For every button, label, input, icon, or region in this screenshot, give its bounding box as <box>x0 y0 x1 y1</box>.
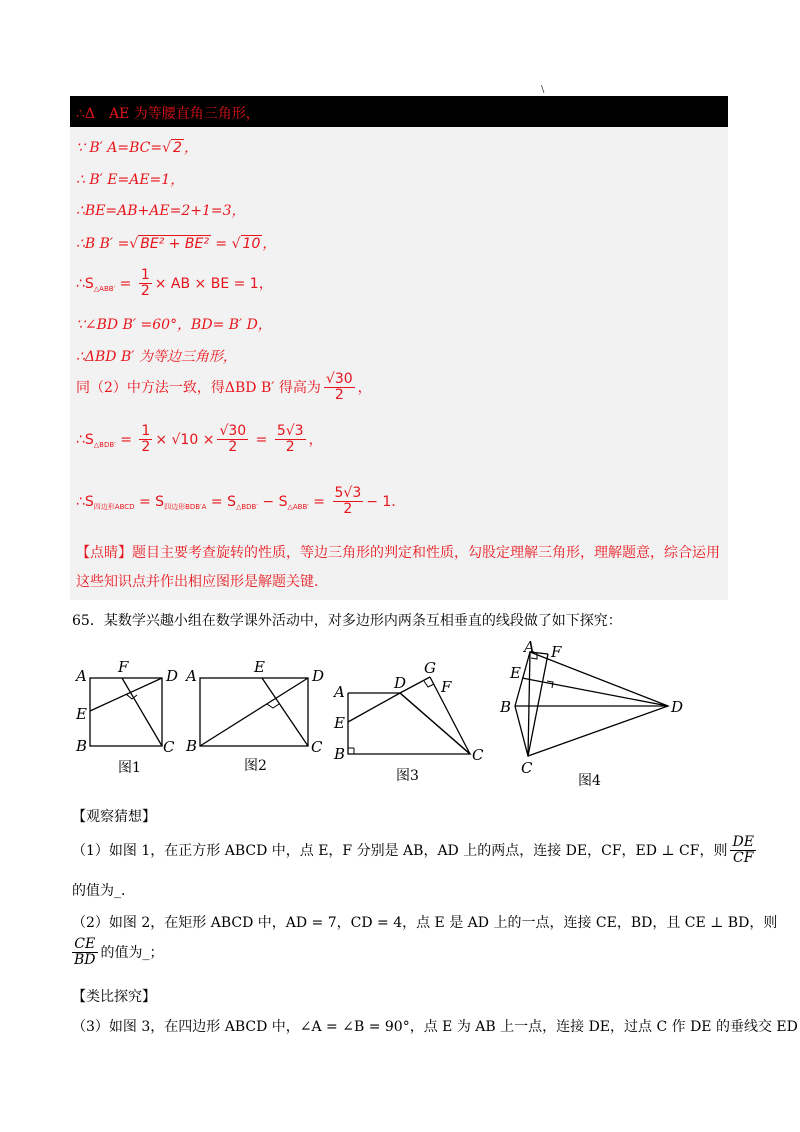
figure-1 <box>90 678 162 746</box>
fig4-caption: 图4 <box>578 773 601 789</box>
fig3-label-g: G <box>424 659 436 677</box>
section-analogy: 【类比探究】 <box>72 989 156 1005</box>
figure-2 <box>200 678 308 746</box>
text: × AB × BE = 1， <box>154 275 273 292</box>
solution-line-10 <box>76 424 323 456</box>
solution-line-9 <box>76 372 372 404</box>
fig2-label-a: A <box>186 667 197 685</box>
text: = <box>210 236 232 252</box>
fig3-label-b: B <box>334 745 346 763</box>
subscript: △ABB′ <box>287 502 309 511</box>
fig1-label-a: A <box>76 667 87 685</box>
fig1-label-c: C <box>163 738 175 756</box>
text: × √10 × <box>155 431 215 448</box>
text: （1）如图 1，在正方形 ABCD 中，点 E，F 分别是 AB，AD 上的两点，连接 DE，CF，ED ⊥ CF，则 <box>72 842 728 859</box>
question-1-tail: 的值为_． <box>72 883 135 899</box>
question-3: （3）如图 3，在四边形 ABCD 中，∠A = ∠B = 90°，点 E 为 AB 上一点，连接 DE，过点 C 作 DE 的垂线交 ED <box>72 1019 798 1035</box>
subscript: △BDB′ <box>235 502 258 511</box>
fraction <box>139 268 152 300</box>
subscript: 四边形BDB′A <box>164 502 207 511</box>
numerator: √30 <box>325 371 353 387</box>
fraction <box>217 424 248 456</box>
fig2-label-e: E <box>254 658 265 676</box>
fraction <box>72 937 98 969</box>
denominator: 2 <box>141 439 151 456</box>
fig1-label-b: B <box>76 737 88 755</box>
problem-title: 65．某数学兴趣小组在数学课外活动中，对多边形内两条互相垂直的线段做了如下探究： <box>72 613 622 629</box>
fig2-caption: 图2 <box>244 758 267 774</box>
text: ∴S <box>76 431 94 448</box>
fig1-label-d: D <box>166 667 179 685</box>
text: ， <box>357 379 372 396</box>
text: ， <box>308 431 323 448</box>
fig1-caption: 图1 <box>118 760 141 776</box>
fig4-label-f: F <box>551 643 562 661</box>
numerator: CE <box>72 937 98 953</box>
numerator: 1 <box>141 423 151 439</box>
text: = <box>308 493 330 510</box>
numerator: DE <box>732 834 754 850</box>
fraction <box>730 835 755 867</box>
figures-row <box>0 640 800 800</box>
fraction <box>139 424 152 456</box>
text: = <box>115 275 136 292</box>
fig3-label-f: F <box>441 678 452 696</box>
fig3-label-a: A <box>334 683 345 701</box>
text: − S <box>257 493 288 510</box>
header-mark: \ <box>541 84 545 95</box>
denominator: 2 <box>228 439 238 456</box>
text: ∴S <box>76 493 94 510</box>
numerator: √30 <box>219 423 247 439</box>
fig2-label-d: D <box>312 667 325 685</box>
solution-block <box>70 96 728 600</box>
denominator: 2 <box>343 501 353 518</box>
fig4-label-a: A <box>524 640 535 656</box>
solution-line-1: ∴Δ AE 为等腰直角三角形， <box>76 106 260 122</box>
text: = <box>115 431 137 448</box>
denominator: 2 <box>140 283 150 300</box>
denominator: 2 <box>285 439 295 456</box>
fig2-label-c: C <box>311 738 323 756</box>
figure-4 <box>515 652 668 756</box>
text: 的值为_； <box>100 944 164 961</box>
denominator: CF <box>732 850 754 867</box>
fraction <box>333 486 364 518</box>
solution-line-3: ∴ B′ E=AE=1， <box>76 172 185 188</box>
text: 同（2）中方法一致，得ΔBD B′ 得高为 <box>76 379 321 396</box>
fig4-label-e: E <box>510 664 521 682</box>
text: ∴B B′ = <box>76 236 130 252</box>
sqrt-expression: BE² + BE² <box>140 236 209 252</box>
subscript: 四边形ABCD <box>93 502 135 511</box>
fig4-label-d: D <box>671 698 684 716</box>
text: ， <box>183 140 198 156</box>
fig3-label-c: C <box>472 746 484 764</box>
text: − 1． <box>366 493 406 510</box>
fig3-label-d: D <box>394 674 407 692</box>
subscript: △BDB′ <box>93 440 116 449</box>
sqrt-value: 2 <box>173 140 182 156</box>
question-2-tail <box>72 937 164 969</box>
solution-line-11 <box>76 486 405 518</box>
text: ， <box>262 236 277 252</box>
text: = S <box>134 493 165 510</box>
solution-line-8: ∴ΔBD B′ 为等边三角形， <box>76 349 237 365</box>
solution-line-4: ∴BE=AB+AE=2+1=3， <box>76 203 246 219</box>
fig3-label-e: E <box>334 714 345 732</box>
denominator: BD <box>74 952 96 969</box>
denominator: 2 <box>334 387 344 404</box>
text: ∴S <box>76 275 94 292</box>
question-2: （2）如图 2，在矩形 ABCD 中，AD = 7，CD = 4，点 E 是 AD 上的一点，连接 CE，BD，且 CE ⊥ BD，则 <box>72 915 778 931</box>
fig2-label-b: B <box>186 737 198 755</box>
fig4-label-b: B <box>500 698 512 716</box>
fig1-label-e: E <box>76 705 87 723</box>
fraction <box>324 372 355 404</box>
text: ∵ B′ A=BC= <box>76 140 163 156</box>
solution-line-2: ∵ B′ A=BC=√ 2 ， <box>76 140 198 156</box>
sqrt-value: 10 <box>242 236 261 252</box>
fig3-caption: 图3 <box>396 768 419 784</box>
solution-line-7: ∵∠BD B′ =60°，BD= B′ D， <box>76 317 272 333</box>
numerator: 5√3 <box>334 485 362 501</box>
solution-line-6 <box>76 268 273 300</box>
figure-3 <box>348 677 470 754</box>
fraction <box>275 424 306 456</box>
text: = <box>251 431 272 448</box>
solution-line-5: ∴B B′ =√ BE² + BE² = √ 10 ， <box>76 236 277 252</box>
text: = S <box>206 493 236 510</box>
section-observe: 【观察猜想】 <box>72 809 156 825</box>
numerator: 5√3 <box>276 423 304 439</box>
subscript: △ABB′ <box>93 284 116 293</box>
question-1 <box>72 835 759 867</box>
fig4-label-c: C <box>521 759 533 777</box>
solution-comment: 【点睛】题目主要考查旋转的性质，等边三角形的判定和性质，勾股定理解三角形，理解题意，综合运用这些知识点并作出相应图形是解题关键． <box>76 545 720 590</box>
fig1-label-f: F <box>118 658 129 676</box>
numerator: 1 <box>140 267 150 283</box>
